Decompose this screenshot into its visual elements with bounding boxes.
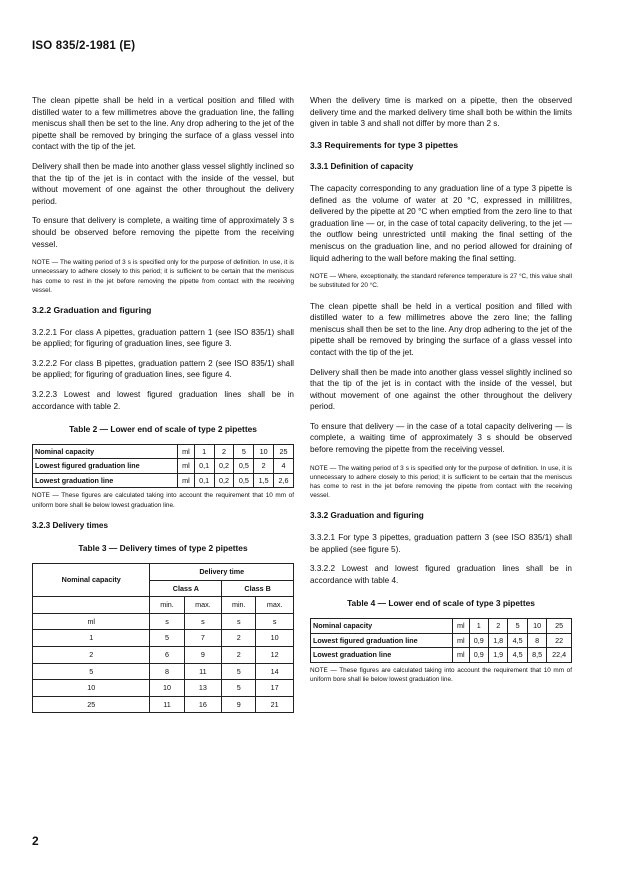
value-cell: 8	[527, 633, 546, 648]
table-caption: Table 3 — Delivery times of type 2 pipettes	[78, 543, 248, 554]
note: NOTE — The waiting period of 3 s is specified only for the purpose of definition. In use, it is unnecessary to adhere closely to this period; it is sufficient to be certain that the meniscus has come to rest in the jet before removing the pipette from contact with the receiving vessel.	[310, 464, 572, 500]
section-heading: 3.3 Requirements for type 3 pipettes	[310, 139, 459, 150]
value-cell: 9	[222, 696, 256, 713]
value-cell: 5	[222, 680, 256, 697]
paragraph: The clean pipette shall be held in a vertical position and filled with distilled water to a few millimetres above the zero line; the falling meniscus shall then be set to the line. Any drop adhering to the jet of the pipette shall be removed by bringing the surface of a glass vessel into contact with the tip of the jet.	[310, 301, 572, 357]
table-row	[311, 633, 572, 648]
value-cell: 0,2	[214, 473, 234, 488]
value-cell: 2	[33, 647, 150, 664]
value-cell: 7	[184, 630, 222, 647]
value-cell: 16	[184, 696, 222, 713]
note: NOTE — The waiting period of 3 s is specified only for the purpose of definition. In use, it is unnecessary to adhere closely to this period; it is sufficient to be certain that the meniscus has come to rest in the jet before removing the pipette from contact with the receiving vessel.	[32, 259, 294, 294]
header-class-a: Class A	[150, 580, 222, 597]
table-row	[311, 619, 572, 634]
table-unit-row	[33, 613, 294, 630]
value-cell: 1,8	[488, 633, 507, 648]
value-cell: 2	[222, 630, 256, 647]
unit-cell: s	[150, 613, 184, 630]
value-cell: 5	[222, 663, 256, 680]
table-row	[33, 680, 294, 697]
table-4	[310, 618, 572, 663]
value-cell: 11	[150, 696, 184, 713]
table-caption: Table 2 — Lower end of scale of type 2 pipettes	[69, 424, 257, 435]
value-cell: 1,5	[254, 473, 274, 488]
value-cell: 17	[256, 680, 294, 697]
paragraph: 3.2.2.1 For class A pipettes, graduation pattern 1 (see ISO 835/1) shall be applied; for figuring of graduation lines, see figure 3.	[32, 327, 294, 349]
paragraph: Delivery shall then be made into another glass vessel slightly inclined so that the tip of the jet is in contact with the inside of the vessel, but without movement of one against the other throughout the delivery period.	[310, 367, 572, 412]
table-row	[33, 647, 294, 664]
unit-cell: ml	[178, 473, 195, 488]
unit-cell: s	[256, 613, 294, 630]
unit-cell: ml	[178, 459, 195, 474]
value-cell: 0,5	[234, 459, 254, 474]
page-number: 2	[32, 834, 39, 848]
row-label: Lowest figured graduation line	[311, 633, 453, 648]
unit-cell: ml	[453, 648, 469, 663]
row-label: Nominal capacity	[311, 619, 453, 634]
value-cell: 4	[274, 459, 294, 474]
value-cell: 4,5	[508, 648, 527, 663]
table-row	[311, 648, 572, 663]
table-row	[33, 663, 294, 680]
header-cell	[33, 597, 150, 614]
value-cell: 5	[150, 630, 184, 647]
value-cell: 10	[527, 619, 546, 634]
paragraph: 3.3.2.1 For type 3 pipettes, graduation pattern 3 (see ISO 835/1) shall be applied (see figure 5).	[310, 533, 572, 554]
paragraph: 3.2.2.2 For class B pipettes, graduation pattern 2 (see ISO 835/1) shall be applied; for figuring of graduation lines, see figure 4.	[32, 358, 294, 380]
value-cell: 2	[254, 459, 274, 474]
table-row	[33, 473, 294, 488]
value-cell: 0,1	[194, 473, 214, 488]
value-cell: 0,9	[469, 633, 488, 648]
table-2	[32, 444, 294, 489]
header-max: max.	[256, 597, 294, 614]
header-nominal: Nominal capacity	[33, 564, 150, 597]
value-cell: 1	[33, 630, 150, 647]
left-column	[32, 95, 294, 713]
row-label: Lowest graduation line	[311, 648, 453, 663]
header-min: min.	[222, 597, 256, 614]
value-cell: 1	[194, 444, 214, 459]
value-cell: 0,2	[214, 459, 234, 474]
value-cell: 1	[469, 619, 488, 634]
unit-cell: s	[184, 613, 222, 630]
paragraph: Delivery shall then be made into another glass vessel slightly inclined so that the tip of the jet is in contact with the inside of the vessel, but without movement of one against the other throughout the delivery period.	[32, 161, 294, 206]
unit-cell: ml	[453, 619, 469, 634]
value-cell: 4,5	[508, 633, 527, 648]
value-cell: 25	[547, 619, 572, 634]
table-3	[32, 563, 294, 713]
value-cell: 2	[488, 619, 507, 634]
value-cell: 1,9	[488, 648, 507, 663]
value-cell: 22	[547, 633, 572, 648]
value-cell: 0,5	[234, 473, 254, 488]
value-cell: 8	[150, 663, 184, 680]
section-heading: 3.2.2 Graduation and figuring	[32, 304, 152, 315]
value-cell: 21	[256, 696, 294, 713]
unit-cell: ml	[178, 444, 195, 459]
header-delivery-time: Delivery time	[150, 564, 294, 581]
value-cell: 5	[33, 663, 150, 680]
right-column	[310, 95, 572, 694]
paragraph: 3.2.2.3 Lowest and lowest figured graduation lines shall be in accordance with table 2.	[32, 389, 294, 411]
section-heading: 3.2.3 Delivery times	[32, 520, 109, 530]
unit-cell: ml	[453, 633, 469, 648]
table-caption: Table 4 — Lower end of scale of type 3 pipettes	[347, 598, 535, 609]
document-header: ISO 835/2-1981 (E)	[32, 40, 136, 52]
header-max: max.	[184, 597, 222, 614]
value-cell: 6	[150, 647, 184, 664]
unit-cell: ml	[33, 613, 150, 630]
value-cell: 9	[184, 647, 222, 664]
value-cell: 10	[256, 630, 294, 647]
note: NOTE — Where, exceptionally, the standard reference temperature is 27 °C, this value shall be substituted for 20 °C.	[310, 273, 572, 290]
paragraph: When the delivery time is marked on a pipette, then the observed delivery time and the marked delivery time shall both be within the limits given in table 3 and shall not differ by more than 2 s.	[310, 96, 572, 129]
table-header-row	[33, 597, 294, 614]
section-heading: 3.3.2 Graduation and figuring	[310, 511, 424, 521]
table-row	[33, 459, 294, 474]
value-cell: 25	[274, 444, 294, 459]
row-label: Lowest figured graduation line	[33, 459, 178, 474]
value-cell: 12	[256, 647, 294, 664]
value-cell: 0,1	[194, 459, 214, 474]
paragraph: The capacity corresponding to any graduation line of a type 3 pipette is defined as the volume of water at 20 °C, expressed in millilitres, delivered by the pipette at 20 °C when emptied from the zero line to that graduation line — or, in the case of total capacity delivering, to the jet — the outflow being unrestricted until making the final setting of the meniscus on the graduation line, and no period allowed for draining of liquid adhering to the wall before making the final setting.	[310, 183, 572, 263]
value-cell: 25	[33, 696, 150, 713]
header-class-b: Class B	[222, 580, 294, 597]
paragraph: The clean pipette shall be held in a vertical position and filled with distilled water to a few millimetres above the graduation line, the falling meniscus shall then be set to the line. Any drop adhering to the jet of the pipette shall be removed by bringing the surface of a glass vessel into contact with the tip of the jet.	[32, 96, 294, 152]
value-cell: 10	[150, 680, 184, 697]
header-min: min.	[150, 597, 184, 614]
table-note: NOTE — These figures are calculated taking into account the requirement that 10 mm of uniform bore shall lie below lowest graduation line.	[310, 666, 572, 684]
value-cell: 2	[214, 444, 234, 459]
paragraph: To ensure that delivery — in the case of a total capacity delivering — is complete, a waiting time of approximately 3 s should be observed before removing the pipette from the receiving vessel.	[310, 421, 572, 455]
value-cell: 10	[254, 444, 274, 459]
value-cell: 5	[508, 619, 527, 634]
value-cell: 2	[222, 647, 256, 664]
value-cell: 11	[184, 663, 222, 680]
value-cell: 22,4	[547, 648, 572, 663]
value-cell: 8,5	[527, 648, 546, 663]
row-label: Lowest graduation line	[33, 473, 178, 488]
value-cell: 0,9	[469, 648, 488, 663]
section-heading: 3.3.1 Definition of capacity	[310, 162, 414, 172]
value-cell: 5	[234, 444, 254, 459]
table-row	[33, 630, 294, 647]
row-label: Nominal capacity	[33, 444, 178, 459]
paragraph: 3.3.2.2 Lowest and lowest figured graduation lines shall be in accordance with table 4.	[310, 564, 572, 585]
unit-cell: s	[222, 613, 256, 630]
value-cell: 2,6	[274, 473, 294, 488]
paragraph: To ensure that delivery is complete, a waiting time of approximately 3 s should be observed before removing the pipette from the receiving vessel.	[32, 216, 294, 249]
value-cell: 14	[256, 663, 294, 680]
table-note: NOTE — These figures are calculated taking into account the requirement that 10 mm of uniform bore shall lie below lowest graduation line.	[32, 492, 294, 509]
table-header-row	[33, 564, 294, 581]
value-cell: 10	[33, 680, 150, 697]
value-cell: 13	[184, 680, 222, 697]
table-row	[33, 444, 294, 459]
table-row	[33, 696, 294, 713]
